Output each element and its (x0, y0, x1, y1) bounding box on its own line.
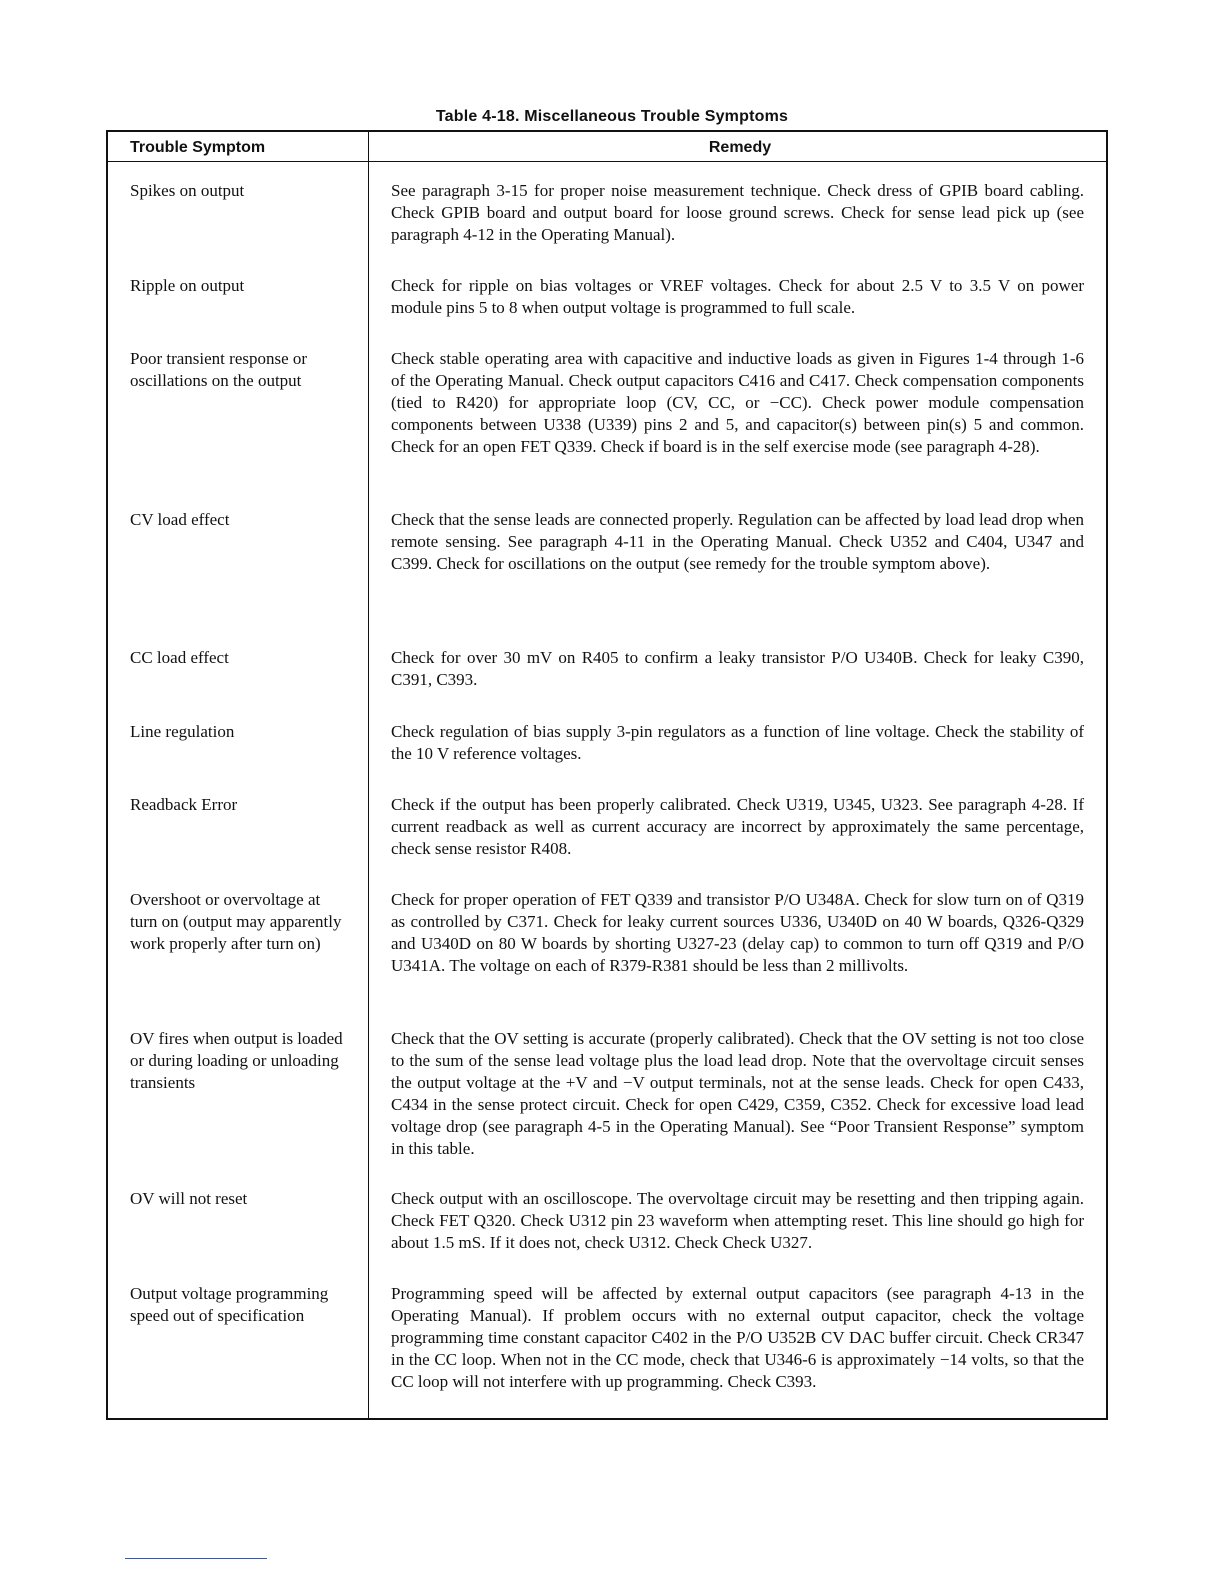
remedy-cell: Check for proper operation of FET Q339 and transistor P/O U348A. Check for slow turn on of Q319 as controlled by C371. Check for leaky current sources U336, U340D on 40 W boards, Q326-Q329 and U340D on 80 W boards by shorting U327-23 (delay cap) to common to turn off Q319 and P/O U341A. The voltage on each of R379-R381 should be less than 2 millivolts. (391, 890, 1084, 975)
symptom-cell: CV load effect (130, 510, 230, 529)
symptom-cell: OV will not reset (130, 1189, 248, 1208)
symptom-cell: Ripple on output (130, 276, 245, 295)
table-caption: Table 4-18. Miscellaneous Trouble Symptoms (435, 108, 789, 125)
remedy-cell: See paragraph 3-15 for proper noise measurement technique. Check dress of GPIB board cabling. Check GPIB board and output board for loose ground screws. Check for sense lead pick up (see paragraph 4-12 in the Operating Manual). (391, 181, 1084, 244)
symptom-cell: Overshoot or overvoltage at turn on (output may apparently work properly after turn on) (130, 890, 342, 953)
symptom-cell: Line regulation (130, 722, 235, 741)
symptom-cell: Poor transient response or oscillations on the output (130, 349, 308, 390)
remedy-cell: Check for over 30 mV on R405 to confirm a leaky transistor P/O U340B. Check for leaky C390, C391, C393. (391, 648, 1084, 689)
symptom-cell: Spikes on output (130, 181, 245, 200)
symptom-cell: OV fires when output is loaded or during loading or unloading transients (130, 1029, 343, 1092)
symptom-cell: CC load effect (130, 648, 229, 667)
remedy-cell: Programming speed will be affected by external output capacitors (see paragraph 4-13 in the Operating Manual). If problem occurs with no external output capacitor, check the voltage programming time constant capacitor C402 in the P/O U352B CV DAC buffer circuit. Check CR347 in the CC loop. When not in the CC mode, check that U346-6 is approximately −14 volts, so that the CC loop will not interfere with up programming. Check C393. (391, 1284, 1084, 1391)
remedy-cell: Check for ripple on bias voltages or VREF voltages. Check for about 2.5 V to 3.5 V on power module pins 5 to 8 when output voltage is programmed to full scale. (391, 276, 1084, 317)
symptom-cell: Readback Error (130, 795, 238, 814)
symptom-cell: Output voltage programming speed out of specification (130, 1284, 329, 1325)
remedy-cell: Check that the sense leads are connected properly. Regulation can be affected by load lead drop when remote sensing. See paragraph 4-11 in the Operating Manual. Check U352 and C404, U347 and C399. Check for oscillations on the output (see remedy for the trouble symptom above). (391, 510, 1084, 573)
header-trouble-symptom: Trouble Symptom (130, 139, 266, 156)
trouble-symptoms-table (106, 130, 1108, 1420)
remedy-cell: Check output with an oscilloscope. The overvoltage circuit may be resetting and then tripping again. Check FET Q320. Check U312 pin 23 waveform when attempting reset. This line should go high for about 1.5 mS. If it does not, check U312. Check Check U327. (391, 1189, 1084, 1252)
column-divider (368, 132, 369, 1418)
remedy-cell: Check if the output has been properly calibrated. Check U319, U345, U323. See paragraph 4-28. If current readback as well as current accuracy are incorrect by approximately the same percentage, check sense resistor R408. (391, 795, 1084, 858)
remedy-cell: Check regulation of bias supply 3-pin regulators as a function of line voltage. Check the stability of the 10 V reference voltages. (391, 722, 1084, 763)
header-divider (108, 161, 1106, 162)
remedy-cell: Check that the OV setting is accurate (properly calibrated). Check that the OV setting is not too close to the sum of the sense lead voltage plus the load lead drop. Note that the overvoltage circuit senses the output voltage at the +V and −V output terminals, not at the sense leads. Check for open C433, C434 in the sense protect circuit. Check for open C429, C359, C352. Check for excessive load lead voltage drop (see paragraph 4-5 in the Operating Manual). See “Poor Transient Response” symptom in this table. (391, 1029, 1084, 1158)
remedy-cell: Check stable operating area with capacitive and inductive loads as given in Figures 1-4 through 1-6 of the Operating Manual. Check output capacitors C416 and C417. Check compensation components (tied to R420) for appropriate loop (CV, CC, or −CC). Check power module compensation components between U338 (U339) pins 2 and 5, and capacitor(s) between pin(s) 5 and common. Check for an open FET Q339. Check if board is in the self exercise mode (see paragraph 4-28). (391, 349, 1084, 456)
header-remedy: Remedy (708, 139, 772, 156)
footer-rule (125, 1558, 267, 1559)
